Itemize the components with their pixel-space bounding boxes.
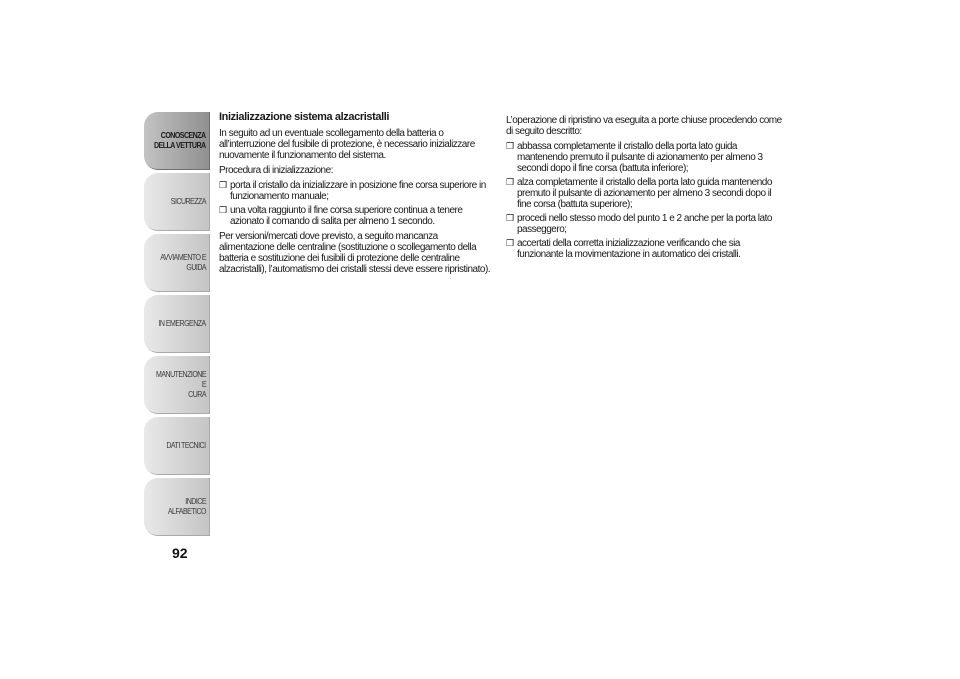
checkbox-bullet-icon: ❒ [506,177,514,187]
chapter-tabs [144,112,210,539]
list-item-text: porta il cristallo da inizializzare in posizione fine corsa superiore in funzionamento manuale; [230,180,486,202]
list-item-text: alza completamente il cristallo della porta lato guida mantenendo premuto il pulsante di azionamento per almeno 3 secondi dopo il fine corsa (battuta superiore); [517,177,772,210]
section-title: Inizializzazione sistema alzacristalli [219,111,390,123]
list-item [506,238,784,260]
checkbox-bullet-icon: ❒ [506,238,514,248]
list-item [506,141,784,174]
left-column [219,112,491,279]
list-item-text: accertati della corretta inizializzazione verificando che sia funzionante la movimentazione in automatico dei cristalli. [517,238,741,260]
page-number: 92 [172,545,188,561]
tab-sicurezza[interactable] [144,173,210,231]
list-item-text: una volta raggiunto il fine corsa superiore continua a tenere azionato il comando di salita per almeno 1 secondo. [230,205,463,227]
tab-label: AVVIAMENTO E GUIDA [160,253,206,272]
tab-conoscenza-della-vettura[interactable] [144,112,210,170]
reset-procedure-list [506,141,784,260]
list-item-text: abbassa completamente il cristallo della porta lato guida mantenendo premuto il pulsante di azionamento per almeno 3 secondi dopo il fine corsa (battuta inferiore); [517,141,763,174]
tab-in-emergenza[interactable] [144,295,210,353]
list-item [506,177,784,210]
procedure-list [219,180,491,227]
list-item [219,205,491,227]
intro-paragraph: In seguito ad un eventuale scollegamento della batteria o all’interruzione del fusibile di protezione, è necessario inizializzare nuovamente il funzionamento del sistema. [219,128,475,161]
tab-avviamento-e-guida[interactable] [144,234,210,292]
tab-label: SICUREZZA [170,197,206,206]
right-column [506,115,784,264]
checkbox-bullet-icon: ❒ [219,180,227,190]
tab-manutenzione-e-cura[interactable] [144,356,210,414]
list-item [506,213,784,235]
reset-intro-paragraph: L’operazione di ripristino va eseguita a porte chiuse procedendo come di seguito descritto: [506,115,782,137]
procedure-label: Procedura di inizializzazione: [219,165,333,176]
tab-dati-tecnici[interactable] [144,417,210,475]
tab-label: IN EMERGENZA [158,319,206,328]
tab-label: INDICE ALFABETICO [167,497,206,516]
tab-label: DATI TECNICI [166,441,206,450]
tab-label: CONOSCENZA DELLA VETTURA [154,131,206,150]
list-item [219,180,491,202]
checkbox-bullet-icon: ❒ [506,141,514,151]
checkbox-bullet-icon: ❒ [219,205,227,215]
note-paragraph: Per versioni/mercati dove previsto, a seguito mancanza alimentazione delle centraline (sostituzione o scollegamento della batteria e sostituzione dei fusibili di protezione delle centraline alzacristalli), l’automatismo dei cristalli stessi deve essere ripristinato). [219,231,491,275]
list-item-text: procedi nello stesso modo del punto 1 e 2 anche per la porta lato passeggero; [517,213,772,235]
checkbox-bullet-icon: ❒ [506,213,514,223]
tab-label: MANUTENZIONE E CURA [156,370,206,399]
tab-indice-alfabetico[interactable] [144,478,210,536]
